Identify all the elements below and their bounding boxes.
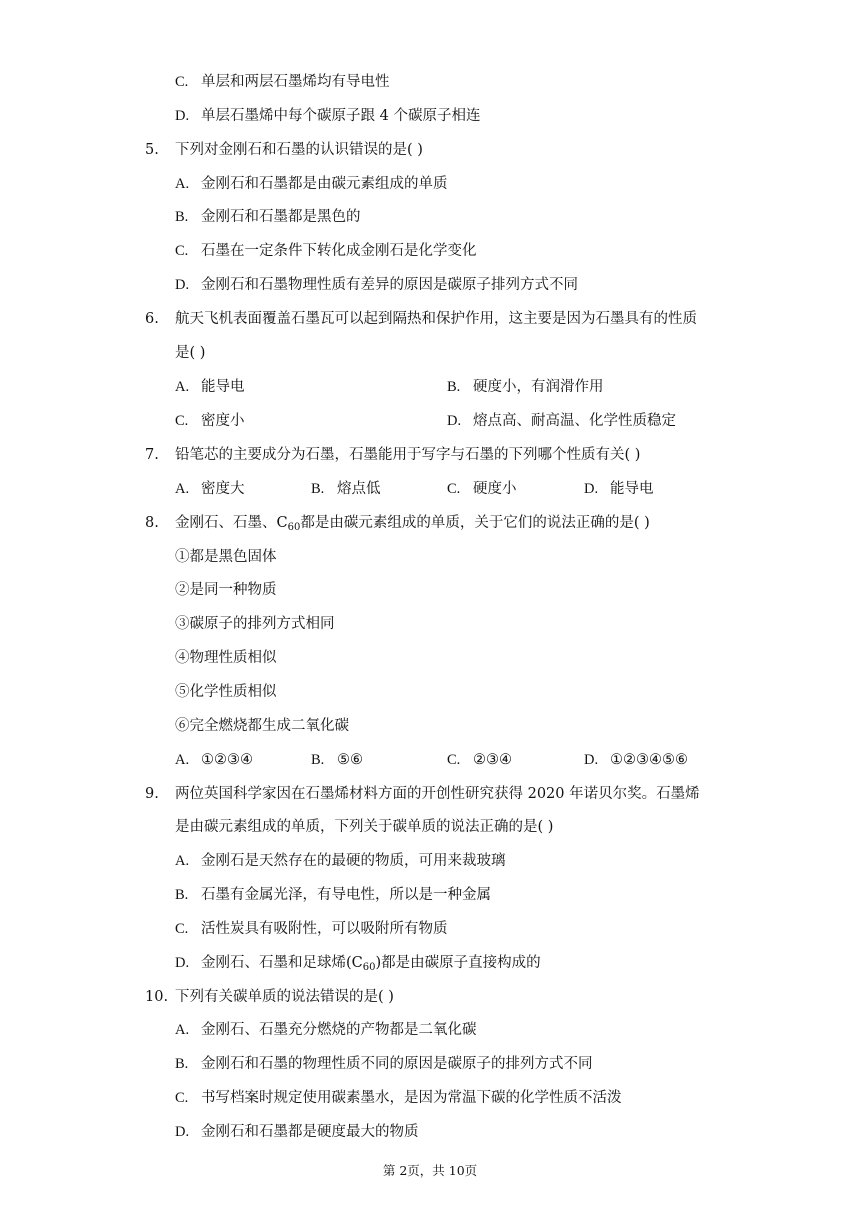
option-text: 密度大 (201, 481, 245, 497)
q10-stem: 下列有关碳单质的说法错误的是( ) (175, 989, 394, 1005)
q4-option-c (175, 72, 390, 92)
option-label: C. (447, 481, 461, 497)
option-label: C. (175, 1090, 189, 1106)
q9-option-c (175, 919, 448, 939)
q5-option-c (175, 241, 477, 261)
q8-option-d (584, 750, 688, 770)
q10-option-a (175, 1020, 477, 1040)
option-text: 密度小 (201, 413, 245, 429)
q8-option-c (447, 750, 512, 770)
q7-number: 7. (145, 447, 159, 463)
q5-option-a (175, 174, 448, 194)
option-label: D. (584, 481, 599, 497)
option-text: 石墨在一定条件下转化成金刚石是化学变化 (201, 243, 477, 259)
option-text: 活性炭具有吸附性，可以吸附所有物质 (201, 921, 448, 937)
q7-stem: 铅笔芯的主要成分为石墨，石墨能用于写字与石墨的下列哪个性质有关( ) (175, 447, 641, 463)
option-label: B. (447, 379, 461, 395)
q8-option-b (311, 750, 363, 770)
q7-option-d (584, 479, 654, 499)
q8-statement-1: ①都是黑色固体 (175, 549, 277, 565)
subscript: 60 (362, 962, 376, 973)
option-text: 金刚石和石墨都是黑色的 (201, 209, 361, 225)
option-text: ⑤⑥ (337, 752, 363, 768)
q9-option-a (175, 851, 506, 871)
q6-stem-line1: 航天飞机表面覆盖石墨瓦可以起到隔热和保护作用，这主要是因为石墨具有的性质 (175, 311, 697, 327)
q7-option-b (311, 479, 381, 499)
q8-statement-6: ⑥完全燃烧都生成二氧化碳 (175, 718, 349, 734)
option-text: 硬度小 (473, 481, 517, 497)
q8-statement-3: ③碳原子的排列方式相同 (175, 616, 335, 632)
option-label: B. (311, 481, 325, 497)
option-text: 能导电 (610, 481, 654, 497)
q8-stem (175, 513, 650, 533)
option-text: 金刚石和石墨物理性质有差异的原因是碳原子排列方式不同 (201, 277, 578, 293)
option-text: 单层和两层石墨烯均有导电性 (201, 74, 390, 90)
q7-option-c (447, 479, 517, 499)
option-label: A. (175, 379, 190, 395)
q9-number: 9. (145, 786, 159, 802)
q8-number: 8. (145, 515, 159, 531)
option-text: 单层石墨烯中每个碳原子跟 4 个碳原子相连 (201, 108, 481, 124)
option-text: )都是由碳原子直接构成的 (375, 955, 541, 971)
q5-option-b (175, 207, 361, 227)
option-label: D. (175, 108, 190, 124)
option-label: B. (175, 209, 189, 225)
q10-number: 10. (145, 989, 169, 1005)
option-text: 硬度小，有润滑作用 (473, 379, 604, 395)
option-text: ①②③④⑤⑥ (610, 752, 688, 768)
q6-number: 6. (145, 311, 159, 327)
q6-option-d (447, 411, 676, 431)
q8-statement-5: ⑤化学性质相似 (175, 684, 277, 700)
option-label: A. (175, 176, 190, 192)
q8-statement-4: ④物理性质相似 (175, 650, 277, 666)
q9-option-b (175, 885, 491, 905)
q6-stem-line2: 是( ) (175, 345, 206, 361)
option-label: C. (175, 413, 189, 429)
option-label: B. (175, 887, 189, 903)
stem-text: 金刚石、石墨、C (175, 515, 288, 531)
option-text: 金刚石和石墨都是硬度最大的物质 (201, 1124, 419, 1140)
option-label: C. (447, 752, 461, 768)
option-text: 石墨有金属光泽，有导电性，所以是一种金属 (201, 887, 491, 903)
page-footer: 第 2页，共 10页 (382, 1163, 478, 1178)
option-text: 熔点低 (337, 481, 381, 497)
q6-option-c (175, 411, 245, 431)
option-label: B. (311, 752, 325, 768)
option-text: 金刚石、石墨充分燃烧的产物都是二氧化碳 (201, 1022, 477, 1038)
option-label: B. (175, 1056, 189, 1072)
stem-text: 都是由碳元素组成的单质，关于它们的说法正确的是( ) (300, 515, 650, 531)
q6-option-b (447, 377, 604, 397)
option-label: D. (584, 752, 599, 768)
q6-option-a (175, 377, 245, 397)
q9-stem-line2: 是由碳元素组成的单质，下列关于碳单质的说法正确的是( ) (175, 819, 554, 835)
q9-option-d (175, 953, 541, 973)
option-text: 金刚石和石墨都是由碳元素组成的单质 (201, 176, 448, 192)
q10-option-b (175, 1054, 593, 1074)
q5-option-d (175, 275, 578, 295)
q10-option-c (175, 1088, 622, 1108)
option-label: A. (175, 853, 190, 869)
option-label: A. (175, 1022, 190, 1038)
q8-statement-2: ②是同一种物质 (175, 582, 277, 598)
option-text: 熔点高、耐高温、化学性质稳定 (473, 413, 676, 429)
option-label: C. (175, 74, 189, 90)
option-text: 金刚石是天然存在的最硬的物质，可用来裁玻璃 (201, 853, 506, 869)
q9-stem-line1: 两位英国科学家因在石墨烯材料方面的开创性研究获得 2020 年诺贝尔奖。石墨烯 (175, 786, 700, 802)
subscript: 60 (287, 522, 301, 533)
q5-stem: 下列对金刚石和石墨的认识错误的是( ) (175, 142, 423, 158)
q8-option-a (175, 750, 253, 770)
option-label: D. (175, 1124, 190, 1140)
option-text: ①②③④ (201, 752, 253, 768)
option-text: 能导电 (201, 379, 245, 395)
option-label: C. (175, 243, 189, 259)
option-text: 金刚石、石墨和足球烯(C (201, 955, 363, 971)
option-text: 金刚石和石墨的物理性质不同的原因是碳原子的排列方式不同 (201, 1056, 593, 1072)
option-text: 书写档案时规定使用碳素墨水，是因为常温下碳的化学性质不活泼 (201, 1090, 622, 1106)
option-label: D. (175, 955, 190, 971)
q10-option-d (175, 1122, 419, 1142)
q7-option-a (175, 479, 245, 499)
option-label: D. (447, 413, 462, 429)
option-label: A. (175, 752, 190, 768)
option-label: C. (175, 921, 189, 937)
q4-option-d (175, 106, 480, 126)
option-label: A. (175, 481, 190, 497)
q5-number: 5. (145, 142, 159, 158)
option-label: D. (175, 277, 190, 293)
option-text: ②③④ (473, 752, 512, 768)
